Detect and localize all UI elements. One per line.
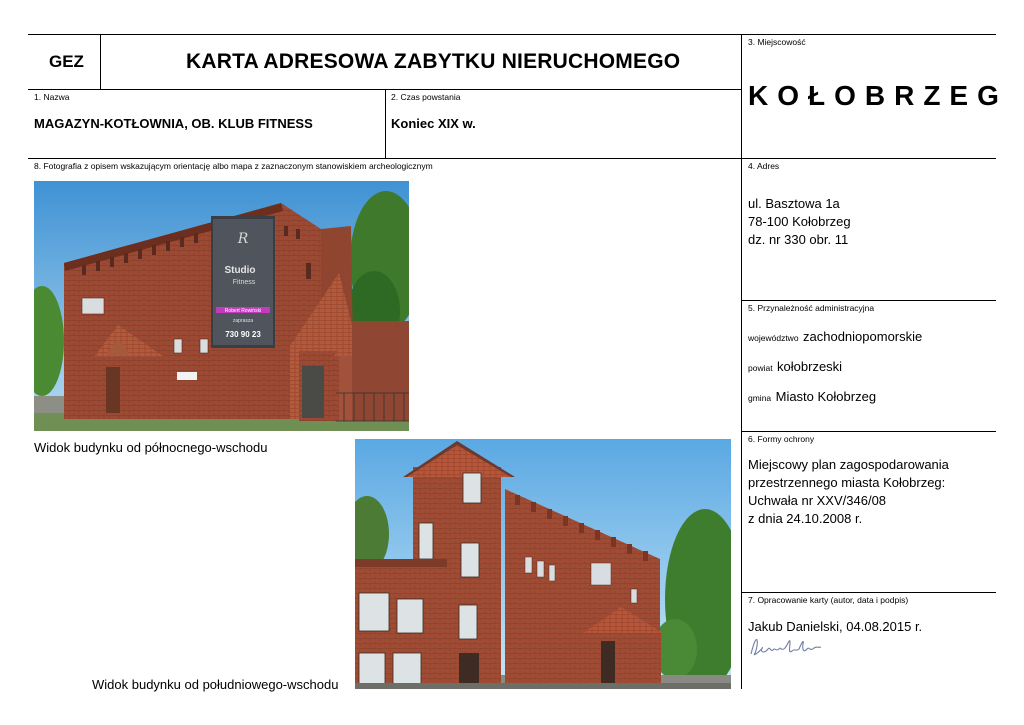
grid-v1	[100, 34, 101, 90]
address-parcel: dz. nr 330 obr. 11	[748, 232, 849, 247]
commune-label: gmina	[748, 393, 772, 403]
photo-northeast	[34, 181, 409, 431]
banner-text-fitness: Fitness	[232, 279, 256, 286]
date-label: 2. Czas powstania	[391, 92, 461, 102]
address-label: 4. Adres	[748, 161, 780, 171]
grid-top	[28, 34, 996, 35]
caption-southeast: Widok budynku od południowego-wschodu	[92, 677, 339, 692]
address-street: ul. Basztowa 1a	[748, 196, 840, 211]
admin-label: 5. Przynależność administracyjna	[748, 303, 875, 313]
photo-label: 8. Fotografia z opisem wskazującym orientację albo mapa z zaznaczonym stanowiskiem archeologicznym	[34, 161, 433, 171]
banner-text-invite: zaprasza	[232, 318, 254, 324]
photo-southeast	[355, 439, 731, 689]
date-value: Koniec XIX w.	[391, 116, 476, 131]
signature	[748, 634, 823, 660]
commune-value: Miasto Kołobrzeg	[775, 389, 877, 404]
county-value: kołobrzeski	[777, 359, 843, 374]
voivodeship-label: województwo	[748, 333, 799, 343]
svg-text:R: R	[237, 231, 249, 247]
protection-line-4: z dnia 24.10.2008 r.	[748, 511, 863, 526]
county-label: powiat	[748, 363, 773, 373]
voivodeship-value: zachodniopomorskie	[803, 329, 923, 344]
admin-county	[748, 358, 842, 376]
protection-line-3: Uchwała nr XXV/346/08	[748, 493, 887, 508]
grid-v2	[741, 34, 742, 689]
admin-voivodeship	[748, 328, 922, 346]
place-value: KOŁOBRZEG	[748, 80, 1008, 111]
grid-v3	[385, 89, 386, 159]
name-value: MAGAZYN-KOTŁOWNIA, OB. KLUB FITNESS	[34, 116, 313, 131]
grid-h2	[28, 158, 996, 159]
banner-text-phone: 730 90 23	[225, 330, 261, 339]
place-label: 3. Miejscowość	[748, 37, 806, 47]
author-value: Jakub Danielski, 04.08.2015 r.	[748, 619, 923, 634]
banner-text-name: Robert Rowiński	[224, 308, 262, 314]
caption-northeast: Widok budynku od północnego-wschodu	[34, 440, 268, 455]
protection-label: 6. Formy ochrony	[748, 434, 815, 444]
address-block	[748, 195, 851, 249]
grid-h5	[741, 592, 996, 593]
name-label: 1. Nazwa	[34, 92, 70, 102]
card-title: KARTA ADRESOWA ZABYTKU NIERUCHOMEGO	[186, 50, 681, 73]
protection-block	[748, 456, 949, 528]
register-code: GEZ	[49, 52, 84, 71]
admin-commune	[748, 388, 876, 406]
author-label: 7. Opracowanie karty (autor, data i podpis)	[748, 595, 909, 605]
banner-text-studio: Studio	[224, 265, 256, 276]
protection-line-2: przestrzennego miasta Kołobrzeg:	[748, 475, 946, 490]
address-postal: 78-100 Kołobrzeg	[748, 214, 851, 229]
grid-h4	[741, 431, 996, 432]
protection-line-1: Miejscowy plan zagospodarowania	[748, 457, 949, 472]
grid-h3	[741, 300, 996, 301]
